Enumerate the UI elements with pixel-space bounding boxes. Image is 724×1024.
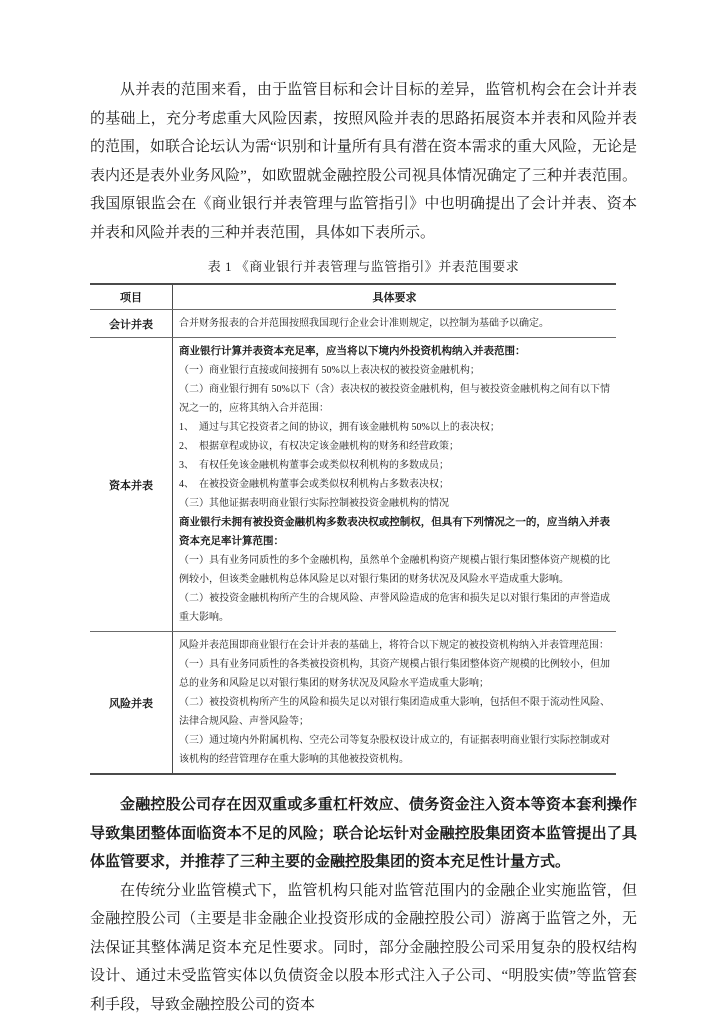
body-paragraph: 金融控股公司存在因双重或多重杠杆效应、债务资金注入资本等资本套利操作导致集团整体面临资本不足的风险；联合论坛针对金融控股集团资本监管提出了具体监管要求，并推荐了三种主要的金融控股集团的资本充足性计量方式。 [90, 797, 637, 870]
body-section [90, 791, 637, 1019]
table-caption: 表 1 《商业银行并表管理与监管指引》并表范围要求 [207, 259, 520, 274]
requirement-item: 风险并表范围即商业银行在会计并表的基础上，将符合以下规定的被投资机构纳入并表管理范围： [179, 640, 609, 651]
table-header-requirements: 具体要求 [173, 284, 617, 310]
requirement-item: 合并财务报表的合并范围按照我国现行企业会计准则规定，以控制为基础予以确定。 [179, 318, 549, 329]
requirement-item: （二）商业银行拥有 50%以下（含）表决权的被投资金融机构，但与被投资金融机构之间有以下情况之一的，应将其纳入合并范围： [179, 384, 610, 414]
requirement-item: 商业银行未拥有被投资金融机构多数表决权或控制权，但具有下列情况之一的，应当纳入并表资本充足率计算范围： [179, 517, 610, 547]
table-header-item: 项目 [90, 284, 173, 310]
row-label-risk: 风险并表 [90, 632, 173, 775]
requirement-item: （二）被投资金融机构所产生的合规风险、声誉风险造成的危害和损失足以对银行集团的声誉造成重大影响。 [179, 593, 610, 623]
requirement-item: （三）通过境内外附属机构、空壳公司等复杂股权设计成立的，有证据表明商业银行实际控制或对该机构的经营管理存在重大影响的其他被投资机构。 [179, 735, 610, 765]
row-content-risk [173, 632, 617, 775]
table-row-capital [90, 338, 616, 632]
table-head [90, 284, 616, 310]
requirement-item: （三）其他证据表明商业银行实际控制被投资金融机构的情况 [179, 498, 449, 509]
table-header-row [90, 284, 616, 310]
requirement-item: 商业银行计算并表资本充足率，应当将以下境内外投资机构纳入并表范围： [179, 346, 526, 357]
intro-paragraph: 从并表的范围来看，由于监管目标和会计目标的差异，监管机构会在会计并表的基础上，充分考虑重大风险因素，按照风险并表的思路拓展资本并表和风险并表的范围，如联合论坛认为需“识别和计量所有具有潜在资本需求的重大风险，无论是表内还是表外业务风险”，如欧盟就金融控股公司视具体情况确定了三种并表范围。我国原银监会在《商业银行并表管理与监管指引》中也明确提出了会计并表、资本并表和风险并表的三种并表范围，具体如下表所示。 [90, 82, 637, 241]
row-label-capital: 资本并表 [90, 338, 173, 632]
row-content-capital [173, 338, 617, 632]
body-paragraph: 在传统分业监管模式下，监管机构只能对监管范围内的金融企业实施监管，但金融控股公司（主要是非金融企业投资形成的金融控股公司）游离于监管之外，无法保证其整体满足资本充足性要求。同时，部分金融控股公司采用复杂的股权结构设计、通过未受监管实体以负债资金以股本形式注入子公司、“明股实债”等监管套利手段，导致金融控股公司的资本 [90, 882, 637, 1013]
consolidation-scope-table [90, 283, 616, 775]
table-row-risk [90, 632, 616, 775]
table-body [90, 310, 616, 775]
intro-section [90, 76, 637, 247]
table-row-accounting [90, 310, 616, 338]
requirement-item: 1、 通过与其它投资者之间的协议，拥有该金融机构 50%以上的表决权； [179, 422, 500, 433]
row-label-accounting: 会计并表 [90, 310, 173, 338]
requirement-item: 3、 有权任免该金融机构董事会或类似权利机构的多数成员； [179, 460, 449, 471]
requirement-item: （一）具有业务同质性的各类被投资机构，其资产规模占银行集团整体资产规模的比例较小，但加总的业务和风险足以对银行集团的财务状况及风险水平造成重大影响； [179, 659, 610, 689]
requirement-item: （一）具有业务同质性的多个金融机构，虽然单个金融机构资产规模占银行集团整体资产规模的比例较小，但该类金融机构总体风险足以对银行集团的财务状况及风险水平造成重大影响。 [179, 555, 610, 585]
row-content-accounting [173, 310, 617, 338]
requirement-item: 4、 在被投资金融机构董事会或类似权利机构占多数表决权； [179, 479, 449, 490]
requirement-item: （二）被投资机构所产生的风险和损失足以对银行集团造成重大影响，包括但不限于流动性风险、法律合规风险、声誉风险等； [179, 697, 610, 727]
requirement-item: （一）商业银行直接或间接拥有 50%以上表决权的被投资金融机构； [179, 365, 480, 376]
requirement-item: 2、 根据章程或协议，有权决定该金融机构的财务和经营政策； [179, 441, 459, 452]
